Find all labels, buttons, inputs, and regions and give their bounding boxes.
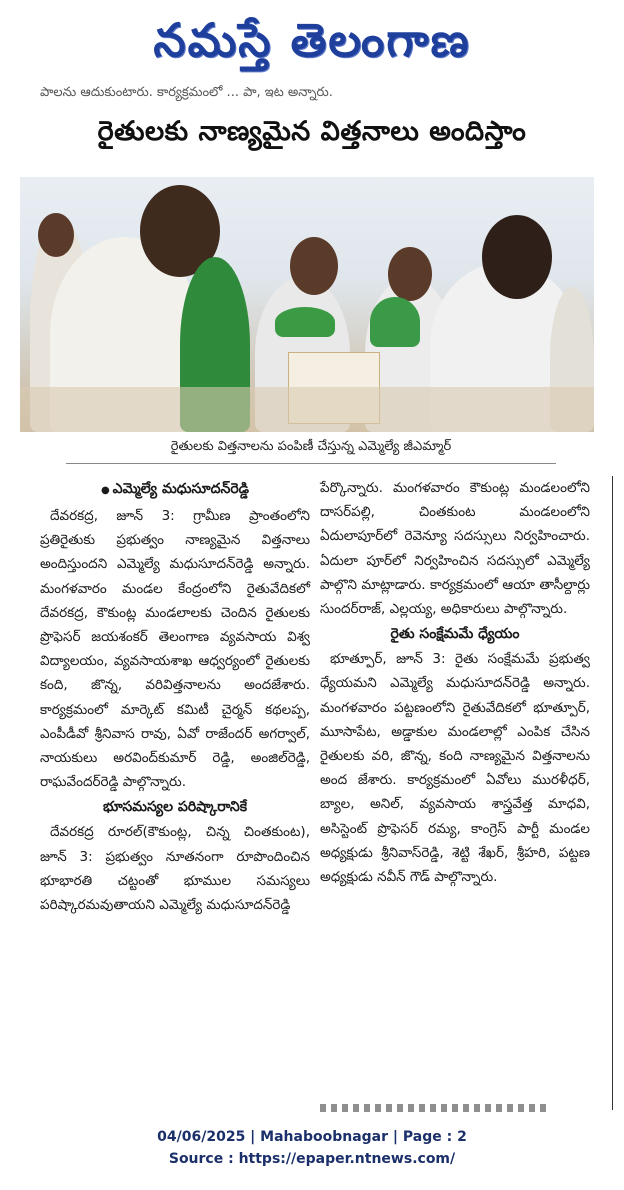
cropped-text-line	[40, 85, 460, 105]
photo-scarf	[275, 307, 335, 337]
subheading: రైతు సంక్షేమమే ధ్యేయం	[390, 626, 520, 643]
subheading: భూసమస్యల పరిష్కారానికే	[102, 799, 248, 816]
photo-head	[290, 237, 338, 295]
bullet-icon: ●	[100, 485, 110, 496]
photo-head	[38, 213, 74, 257]
cropped-text-fragment	[320, 1104, 550, 1112]
photo-table	[20, 387, 594, 432]
article-column-left	[40, 476, 310, 917]
subheading-text: ఎమ్మెల్యే మధుసూదన్‌రెడ్డి	[112, 481, 250, 497]
article-headline: రైతులకు నాణ్యమైన విత్తనాలు అందిస్తాం	[97, 116, 527, 147]
masthead-title: నమస్తే తెలంగాణ	[153, 13, 471, 67]
subheading	[40, 476, 310, 504]
article-column-right	[320, 476, 590, 889]
article-paragraph: భూత్పూర్, జూన్ 3: రైతు సంక్షేమమే ప్రభుత్వ ధ్యేయమని ఎమ్మెల్యే మధుసూదన్‌రెడ్డి అన్నారు. మంగళవారం పట్టణంలోని రైతువేదికలో భూత్పూర్, మూసాపేట, అడ్డాకుల మండలాల్లో ఎంపిక చేసిన రైతులకు వరి, జొన్న, కంది నాణ్యమైన విత్తనాలను అంద జేశారు. కార్యక్రమంలో ఏవోలు మురళీధర్, బ్యాల, అనిల్, వ్యవసాయ శాస్త్రవేత్త మాధవి, అసిస్టెంట్ ప్రొఫెసర్ రమ్య, కాంగ్రెస్ పార్టీ మండల అధ్యక్షుడు శ్రీనివాస్‌రెడ్డి, శెట్టి శేఖర్, శ్రీహరి, పట్టణ అధ్యక్షుడు నవీన్ గౌడ్ పాల్గొన్నారు.	[320, 651, 590, 886]
article-paragraph: దేవరకద్ర, జూన్ 3: గ్రామీణ ప్రాంతంలోని ప్రతిరైతుకు ప్రభుత్వం నాణ్యమైన విత్తనాలు అందిస్తుందని ఎమ్మెల్యే మధుసూదన్‌రెడ్డి అన్నారు. మంగళవారం మండల కేంద్రంలోని రైతువేదికలో దేవరకద్ర, కౌకుంట్ల మండలాలకు చెందిన రైతులకు ప్రొఫెసర్ జయశంకర్ తెలంగాణ వ్యవసాయ విశ్వ విద్యాలయం, వ్యవసాయశాఖ ఆధ్వర్యంలో రైతులకు కంది, జొన్న, వరివిత్తనాలను అందజేశారు. కార్యక్రమంలో మార్కెట్ కమిటీ చైర్మన్ కథలప్ప, ఎంపీడీవో శ్రీనివాస రావు, ఏవో రాజేందర్ అగర్వాల్, నాయకులు అరవింద్‌కుమార్ రెడ్డి, అంజిల్‌రెడ్డి, రాఘవేందర్‌రెడ్డి పాల్గొన్నారు.	[40, 508, 310, 791]
footer-date-edition: 04/06/2025 | Mahaboobnagar | Page : 2	[157, 1129, 467, 1145]
column-divider	[612, 476, 613, 1110]
article-paragraph: పేర్కొన్నారు. మంగళవారం కౌకుంట్ల మండలంలోని దాసర్‌పల్లి, చింతకుంట మండలంలోని ఏదులాపూర్‌లో రెవెన్యూ సదస్సులు నిర్వహించారు. ఏదులా పూర్‌లో నిర్వహించిన సదస్సులో ఎమ్మెల్యే పాల్గొని మాట్లాడారు. కార్యక్రమంలో ఆయా తాసీల్దార్లు సుందర్‌రాజ్, ఎల్లయ్య, అధికారులు పాల్గొన్నారు.	[320, 480, 590, 618]
article-photo	[20, 177, 594, 432]
photo-head	[482, 215, 552, 299]
photo-scarf	[370, 297, 420, 347]
cropped-text: పాలను ఆదుకుంటారు. కార్యక్రమంలో ... పా, ఇట అన్నారు.	[40, 85, 333, 100]
photo-head	[388, 247, 432, 301]
photo-caption: రైతులకు విత్తనాలను పంపిణీ చేస్తున్న ఎమ్మెల్యే జీఎమ్మార్	[66, 439, 556, 464]
footer-source: Source : https://epaper.ntnews.com/	[168, 1151, 456, 1167]
masthead	[0, 0, 624, 92]
page-footer	[0, 1126, 624, 1170]
article-paragraph: దేవరకద్ర రూరల్(కౌకుంట్ల, చిన్న చింతకుంట), జూన్ 3: ప్రభుత్వం నూతనంగా రూపొందించిన భూభారతి చట్టంతో భూముల సమస్యలు పరిష్కారమవుతాయని ఎమ్మెల్యే మధుసూదన్‌రెడ్డి	[40, 824, 310, 914]
